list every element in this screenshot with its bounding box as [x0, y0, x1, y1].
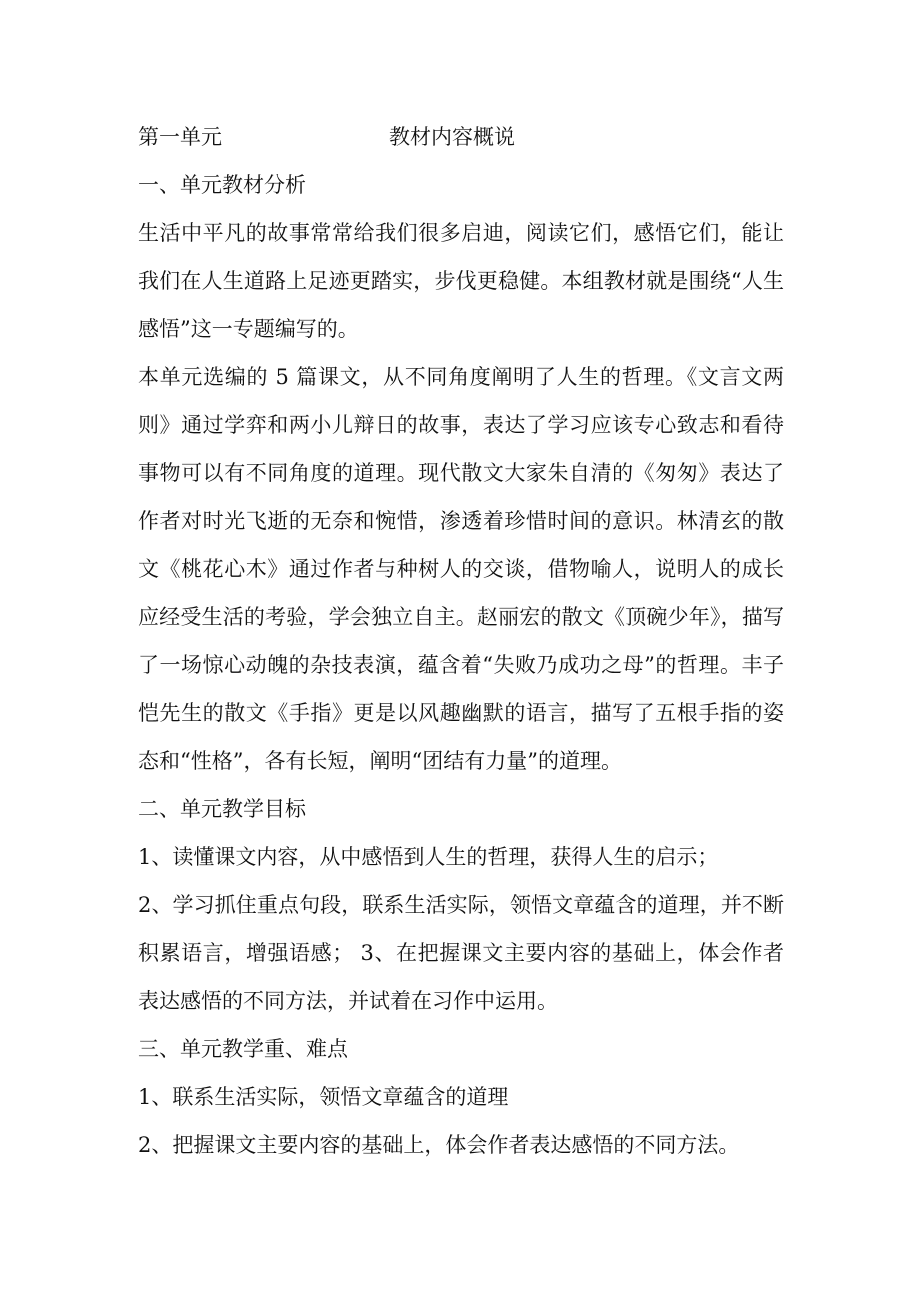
section-heading-analysis: 一、单元教材分析	[138, 173, 306, 197]
key-point-item-2: 2、把握课文主要内容的基础上，体会作者表达感悟的不同方法。	[138, 1133, 740, 1157]
document-title-row	[138, 113, 784, 161]
section-heading-key-points: 三、单元教学重、难点	[138, 1037, 348, 1061]
unit-label: 第一单元	[138, 125, 222, 149]
analysis-paragraph-lessons: 本单元选编的 5 篇课文，从不同角度阐明了人生的哲理。《文言文两则》通过学弈和两小儿辩日的故事，表达了学习应该专心致志和看待事物可以有不同角度的道理。现代散文大家朱自清的《匆匆》表达了作者对时光飞逝的无奈和惋惜，渗透着珍惜时间的意识。林清玄的散文《桃花心木》通过作者与种树人的交谈，借物喻人，说明人的成长应经受生活的考验，学会独立自主。赵丽宏的散文《顶碗少年》，描写了一场惊心动魄的杂技表演，蕴含着“失败乃成功之母”的哲理。丰子恺先生的散文《手指》更是以风趣幽默的语言，描写了五根手指的姿态和“性格”，各有长短，阐明“团结有力量”的道理。	[138, 365, 784, 773]
analysis-paragraph-intro: 生活中平凡的故事常常给我们很多启迪，阅读它们，感悟它们，能让我们在人生道路上足迹更踏实，步伐更稳健。本组教材就是围绕“人生感悟”这一专题编写的。	[138, 221, 784, 341]
key-point-item-1: 1、联系生活实际，领悟文章蕴含的道理	[138, 1085, 509, 1109]
document-title: 教材内容概说	[389, 125, 515, 149]
section-heading-goals: 二、单元教学目标	[138, 797, 306, 821]
goal-item-1: 1、读懂课文内容，从中感悟到人生的哲理，获得人生的启示；	[138, 845, 719, 869]
document-page	[138, 113, 784, 1169]
goal-item-2-3: 2、学习抓住重点句段，联系生活实际，领悟文章蕴含的道理，并不断积累语言，增强语感； 3、在把握课文主要内容的基础上，体会作者表达感悟的不同方法，并试着在习作中运用。	[138, 893, 784, 1013]
